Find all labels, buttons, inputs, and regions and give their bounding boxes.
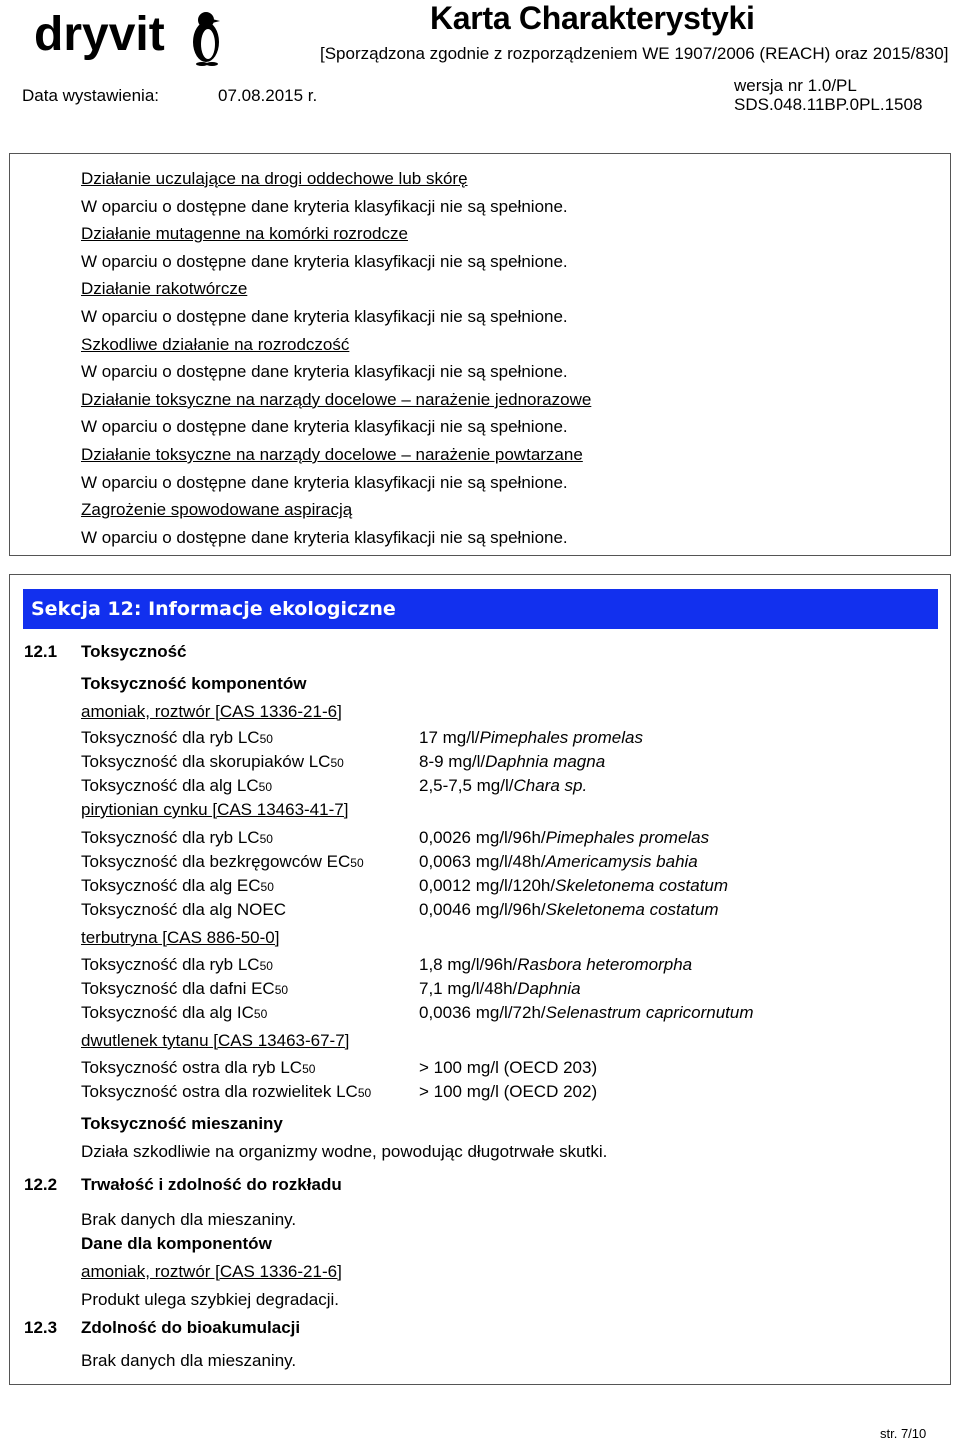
component-name: amoniak, roztwór [CAS 1336-21-6] [81,1262,342,1281]
tox-heading: Szkodliwe działanie na rozrodczość [81,334,350,354]
subsection-title: Trwałość i zdolność do rozkładu [81,1175,342,1194]
species-name: Pimephales promelas [479,728,643,747]
tox-heading: Działanie toksyczne na narządy docelowe – narażenie powtarzane [81,444,583,464]
document-title: Karta Charakterystyki [430,0,755,36]
toxicity-value: 1,8 mg/l/96h/Rasbora heteromorpha [419,955,693,974]
tox-text: W oparciu o dostępne dane kryteria klasyfikacji nie są spełnione. [81,196,568,216]
components-data-title: Dane dla komponentów [81,1234,272,1253]
component-name: terbutryna [CAS 886-50-0] [81,928,280,947]
sds-code: SDS.048.11BP.0PL.1508 [734,95,923,114]
subsection-number: 12.3 [24,1318,58,1337]
component-name: pirytionian cynku [CAS 13463-41-7] [81,800,349,819]
species-name: Pimephales promelas [545,828,710,847]
issue-date: 07.08.2015 r. [218,86,318,105]
toxicity-label: Toksyczność dla dafni EC50 [81,979,289,998]
version-number: wersja nr 1.0/PL [734,76,857,95]
toxicity-value: 17 mg/l/Pimephales promelas [419,728,643,747]
toxicity-subscript: 50 [259,959,273,973]
tox-heading: Zagrożenie spowodowane aspiracją [81,500,353,520]
toxicity-label: Toksyczność dla alg EC50 [81,876,274,895]
toxicity-subscript: 50 [259,832,273,846]
toxicity-label: Toksyczność dla ryb LC50 [81,728,273,747]
subsection-number: 12.2 [24,1175,58,1194]
mixture-text: Działa szkodliwie na organizmy wodne, powodując długotrwałe skutki. [81,1142,608,1161]
penguin-icon [193,12,220,66]
toxicity-subscript: 50 [259,732,273,746]
toxicity-label: Toksyczność dla ryb LC50 [81,828,273,847]
species-name: Daphnia [517,979,581,998]
toxicity-value: 0,0036 mg/l/72h/Selenastrum capricornutum [419,1003,754,1022]
dryvit-logo [32,6,232,66]
toxicity-value: 8-9 mg/l/Daphnia magna [419,752,606,771]
species-name: Americamysis bahia [545,852,698,871]
document-subtitle: [Sporządzona zgodnie z rozporządzeniem WE 1907/2006 (REACH) oraz 2015/830] [320,44,949,63]
toxicity-value: > 100 mg/l (OECD 203) [419,1058,598,1077]
component-name: dwutlenek tytanu [CAS 13463-67-7] [81,1031,350,1050]
toxicity-subscript: 50 [302,1062,316,1076]
issue-date-label: Data wystawienia: [22,86,160,105]
toxicity-label: Toksyczność dla alg LC50 [81,776,272,795]
component-name: amoniak, roztwór [CAS 1336-21-6] [81,702,342,721]
tox-text: W oparciu o dostępne dane kryteria klasyfikacji nie są spełnione. [81,362,568,382]
tox-heading: Działanie uczulające na drogi oddechowe lub skórę [81,169,468,188]
version-info [734,76,922,114]
tox-text: W oparciu o dostępne dane kryteria klasyfikacji nie są spełnione. [81,527,568,547]
tox-heading: Działanie rakotwórcze [81,279,248,299]
toxicity-value: 0,0046 mg/l/96h/Skeletonema costatum [419,900,719,919]
tox-text: W oparciu o dostępne dane kryteria klasyfikacji nie są spełnione. [81,417,568,437]
toxicity-value: 7,1 mg/l/48h/Daphnia [419,979,581,998]
toxicity-value: 0,0063 mg/l/48h/Americamysis bahia [419,852,698,871]
toxicity-label: Toksyczność dla bezkręgowców EC50 [81,852,364,871]
toxicity-label: Toksyczność dla alg IC50 [81,1003,268,1022]
species-name: Skeletonema costatum [555,876,729,895]
tox-heading: Działanie mutagenne na komórki rozrodcze [81,224,408,244]
toxicity-label: Toksyczność dla alg NOEC [81,900,287,919]
toxicology-list [81,165,591,551]
tox-text: W oparciu o dostępne dane kryteria klasyfikacji nie są spełnione. [81,306,568,326]
species-name: Skeletonema costatum [545,900,719,919]
components-title: Toksyczność komponentów [81,674,307,693]
toxicity-value: 0,0012 mg/l/120h/Skeletonema costatum [419,876,729,895]
species-name: Rasbora heteromorpha [517,955,693,974]
toxicity-subscript: 50 [330,756,344,770]
subsection-title: Zdolność do bioakumulacji [81,1318,301,1337]
toxicity-value: 0,0026 mg/l/96h/Pimephales promelas [419,828,710,847]
tox-text: W oparciu o dostępne dane kryteria klasyfikacji nie są spełnione. [81,251,568,271]
subsection-number: 12.1 [24,642,58,661]
toxicity-label: Toksyczność ostra dla rozwielitek LC50 [81,1082,372,1101]
toxicity-label: Toksyczność ostra dla ryb LC50 [81,1058,316,1077]
page-number: str. 7/10 [880,1426,927,1441]
toxicity-subscript: 50 [274,983,289,997]
logo-wordmark: dryvit [34,8,165,61]
toxicity-subscript: 50 [350,856,364,870]
tox-heading: Działanie toksyczne na narządy docelowe – narażenie jednorazowe [81,389,592,409]
species-name: Chara sp. [513,776,588,795]
section-12-header: Sekcja 12: Informacje ekologiczne [23,589,938,629]
persistence-text: Brak danych dla mieszaniny. [81,1210,297,1229]
toxicity-value: 2,5-7,5 mg/l/Chara sp. [419,776,588,795]
toxicity-subscript: 50 [253,1007,268,1021]
tox-text: W oparciu o dostępne dane kryteria klasyfikacji nie są spełnione. [81,472,568,492]
toxicity-subscript: 50 [258,780,272,794]
subsection-title: Toksyczność [81,642,187,661]
bioaccumulation-text: Brak danych dla mieszaniny. [81,1351,297,1370]
species-name: Selenastrum capricornutum [545,1003,754,1022]
toxicity-label: Toksyczność dla ryb LC50 [81,955,273,974]
degradation-text: Produkt ulega szybkiej degradacji. [81,1290,339,1309]
toxicity-subscript: 50 [260,880,274,894]
species-name: Daphnia magna [485,752,606,771]
mixture-title: Toksyczność mieszaniny [81,1114,283,1133]
toxicity-label: Toksyczność dla skorupiaków LC50 [81,752,344,771]
toxicity-subscript: 50 [357,1086,372,1100]
toxicity-value: > 100 mg/l (OECD 202) [419,1082,598,1101]
